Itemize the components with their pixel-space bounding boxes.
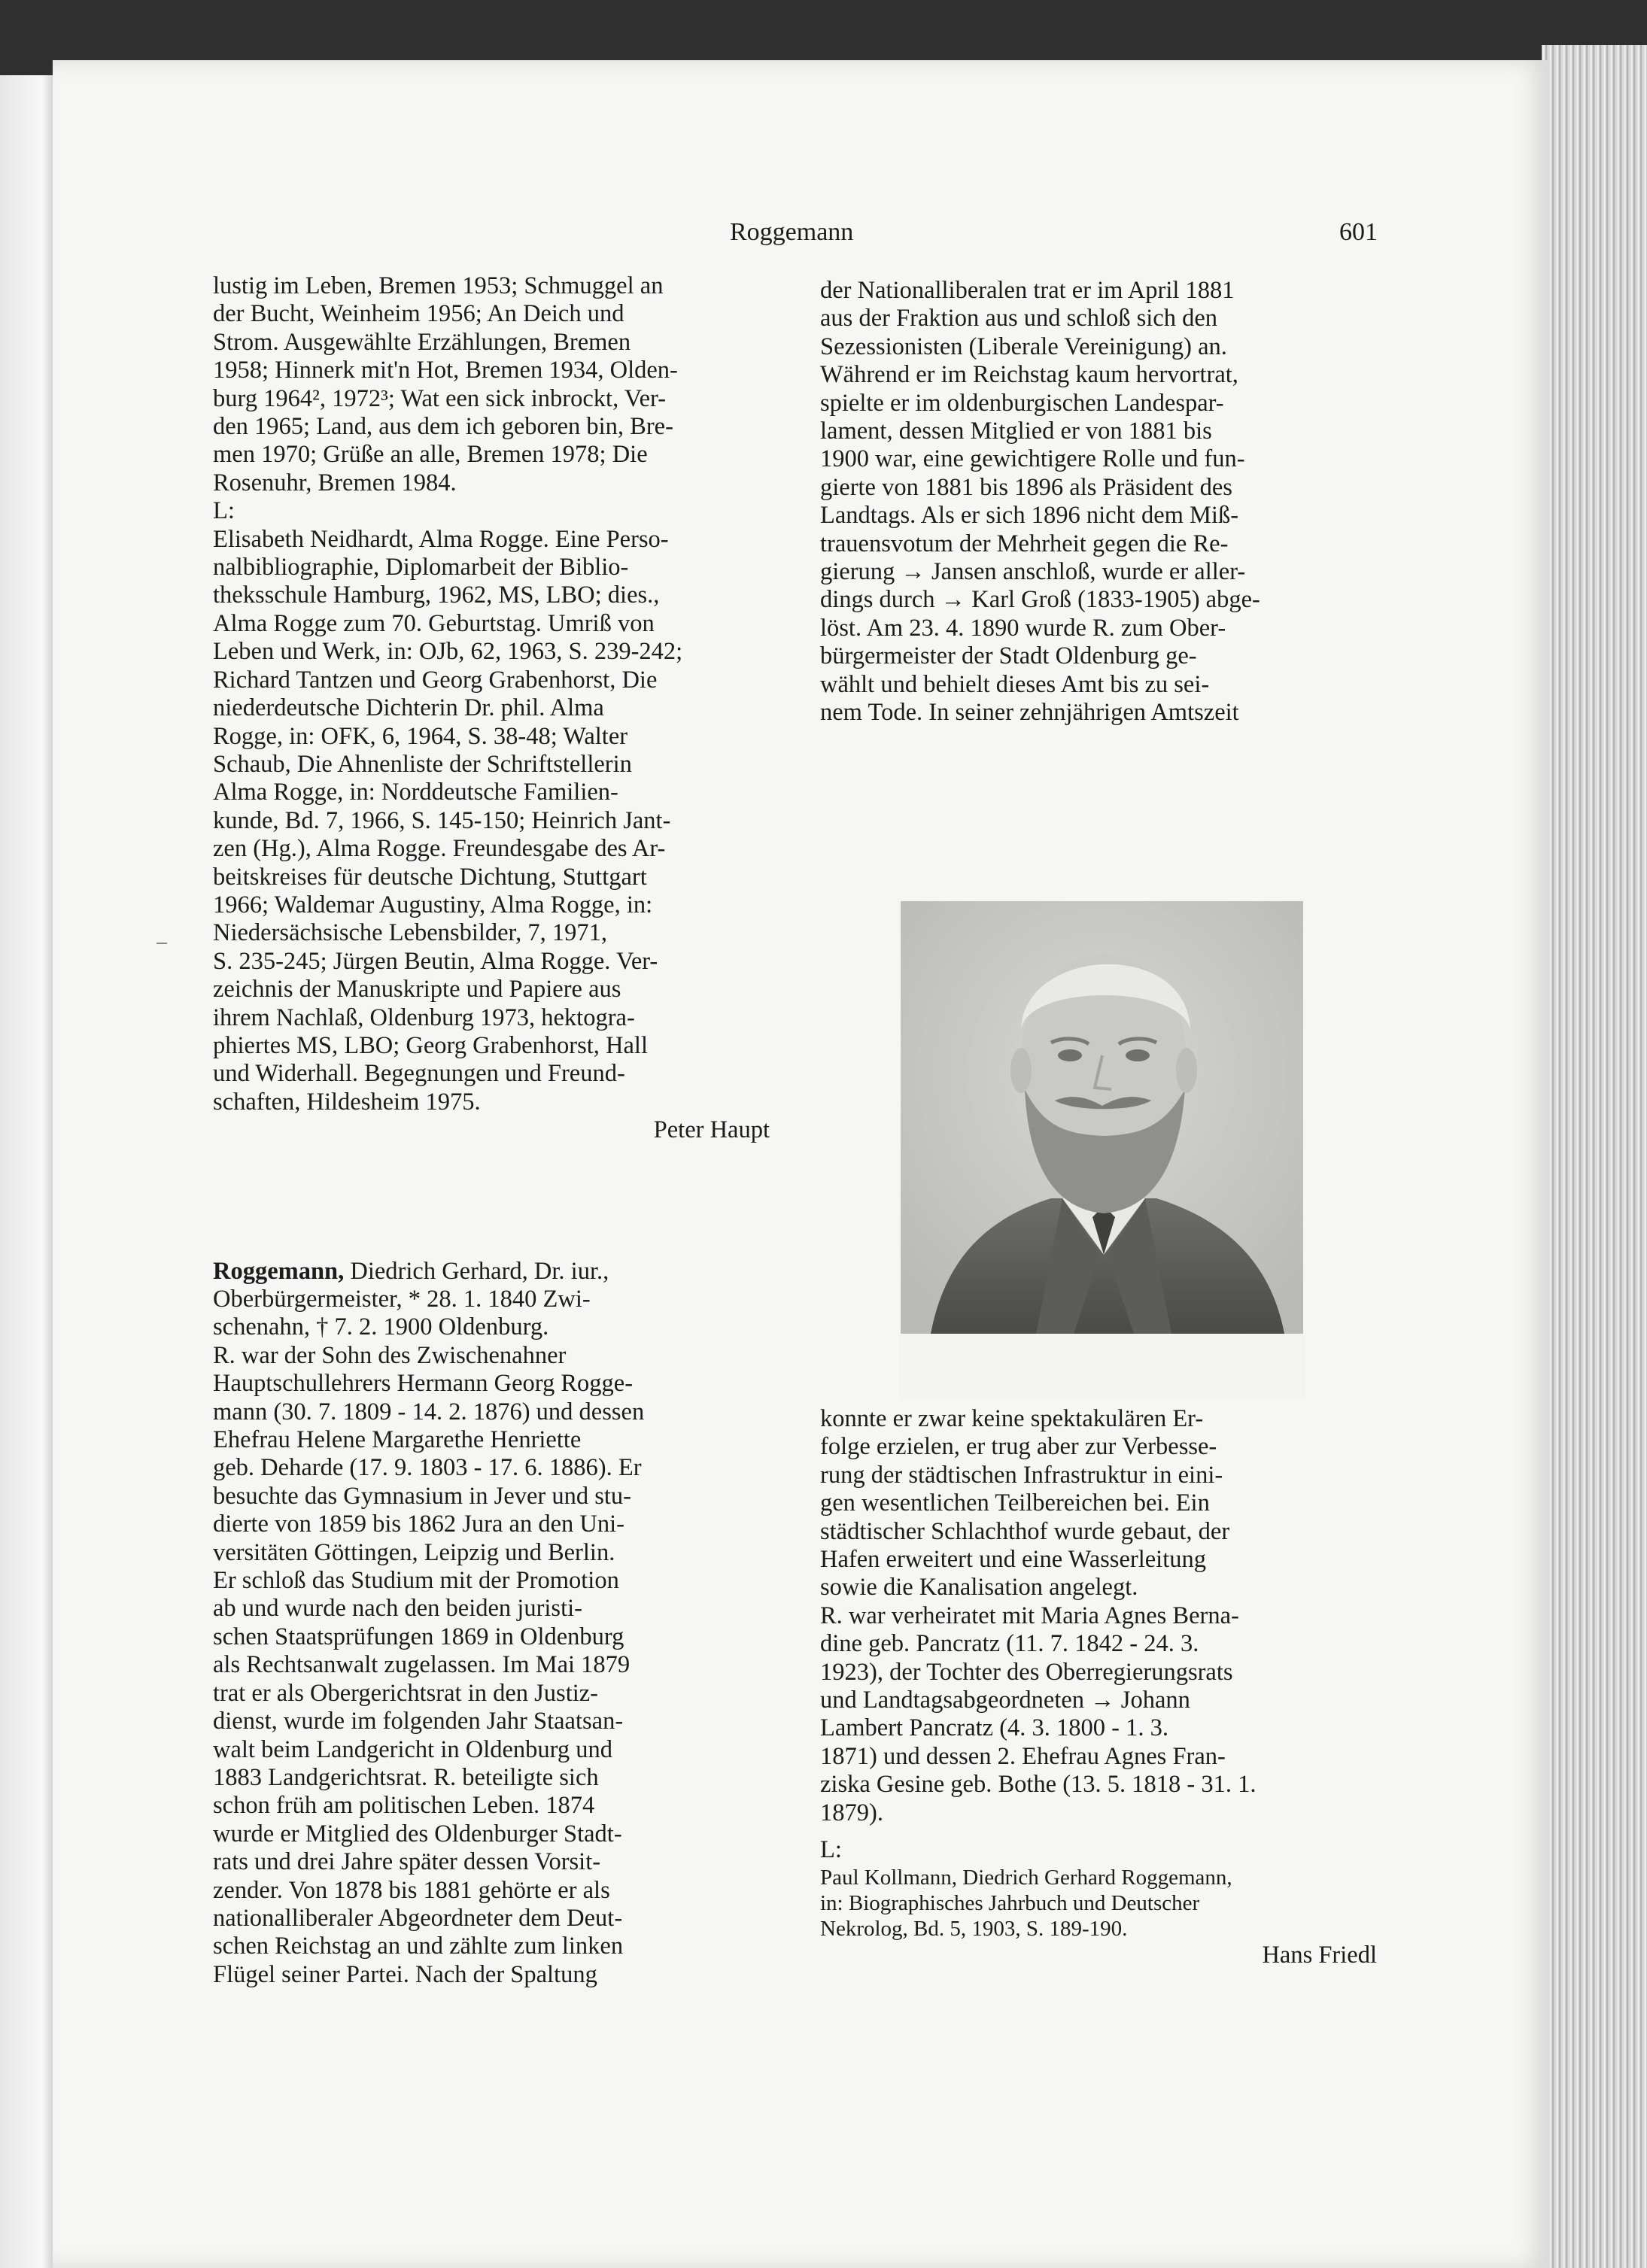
entry-name-rest: Diedrich Gerhard, Dr. iur., <box>344 1257 609 1285</box>
text-line: und Widerhall. Begegnungen und Freund- <box>213 1060 625 1088</box>
text-line: Oberbürgermeister, * 28. 1. 1840 Zwi- <box>213 1286 591 1313</box>
text-line: nalbibliographie, Diplomarbeit der Biblio- <box>213 554 629 581</box>
text-line: 1879). <box>820 1799 883 1826</box>
text-line: R. war verheiratet mit Maria Agnes Berna- <box>820 1602 1239 1629</box>
text-line: versitäten Göttingen, Leipzig und Berlin. <box>213 1538 615 1566</box>
text-line: in: Biographisches Jahrbuch und Deutscher <box>820 1890 1200 1915</box>
text-line: nem Tode. In seiner zehnjährigen Amtszeit <box>820 699 1239 727</box>
text-line: men 1970; Grüße an alle, Bremen 1978; Die <box>213 441 648 469</box>
text-line: theksschule Hamburg, 1962, MS, LBO; dies., <box>213 581 660 609</box>
text-line: Rosenuhr, Bremen 1984. <box>213 469 457 496</box>
text-line: R. war der Sohn des Zwischenahner <box>213 1341 567 1369</box>
text-line: niederdeutsche Dichterin Dr. phil. Alma <box>213 694 604 722</box>
right-column-bottom <box>820 1405 1377 1969</box>
text-line: Strom. Ausgewählte Erzählungen, Bremen <box>213 328 631 356</box>
entry-heading <box>213 1258 770 1342</box>
text-line: dine geb. Pancratz (11. 7. 1842 - 24. 3. <box>820 1630 1199 1658</box>
text-line: dierte von 1859 bis 1862 Jura an den Uni- <box>213 1510 624 1538</box>
text-line: mann (30. 7. 1809 - 14. 2. 1876) und dessen <box>213 1398 645 1425</box>
text-line: ab und wurde nach den beiden juristi- <box>213 1595 582 1623</box>
text-line: Paul Kollmann, Diedrich Gerhard Roggemann, <box>820 1865 1232 1890</box>
text-line: besuchte das Gymnasium in Jever und stu- <box>213 1482 632 1510</box>
text-line: Nekrolog, Bd. 5, 1903, S. 189-190. <box>820 1916 1128 1941</box>
text-line: 1923), der Tochter des Oberregierungsrats <box>820 1658 1233 1686</box>
text-line: Während er im Reichstag kaum hervortrat, <box>820 361 1238 389</box>
text-line: Alma Rogge, in: Norddeutsche Familien- <box>213 779 618 806</box>
text-line: Sezessionisten (Liberale Vereinigung) an. <box>820 332 1227 360</box>
portrait-illustration <box>901 901 1303 1334</box>
text-line: spielte er im oldenburgischen Landespar- <box>820 389 1224 417</box>
text-line: Rogge, in: OFK, 6, 1964, S. 38-48; Walter <box>213 722 628 750</box>
text-line: konnte er zwar keine spektakulären Er- <box>820 1405 1204 1432</box>
text-line: walt beim Landgericht in Oldenburg und <box>213 1735 613 1763</box>
text-line: Ehefrau Helene Margarethe Henriette <box>213 1426 582 1454</box>
text-line: nationalliberaler Abgeordneter dem Deut- <box>213 1904 623 1932</box>
entry-name: Roggemann, <box>213 1257 345 1285</box>
text-line: zen (Hg.), Alma Rogge. Freundesgabe des Ar- <box>213 835 666 863</box>
entry-spacer <box>213 1145 770 1258</box>
text-line: ihrem Nachlaß, Oldenburg 1973, hektogra- <box>213 1003 635 1031</box>
literature-label: L: <box>213 497 235 525</box>
text-line: rats und drei Jahre später dessen Vorsit- <box>213 1848 601 1876</box>
text-line: der Nationalliberalen trat er im April 1881 <box>820 277 1235 304</box>
literature-list <box>820 1865 1377 1942</box>
page-number: 601 <box>1339 218 1378 246</box>
margin-mark <box>156 943 167 944</box>
text-line: burg 1964², 1972³; Wat een sick inbrockt, Ver- <box>213 384 667 412</box>
text-line: als Rechtsanwalt zugelassen. Im Mai 1879 <box>213 1651 631 1679</box>
text-line: Er schloß das Studium mit der Promotion <box>213 1567 619 1595</box>
text-line: löst. Am 23. 4. 1890 wurde R. zum Ober- <box>820 614 1226 642</box>
text-line: zeichnis der Manuskripte und Papiere aus <box>213 976 621 1003</box>
text-line: Richard Tantzen und Georg Grabenhorst, Die <box>213 666 658 694</box>
text-line: städtischer Schlachthof wurde gebaut, der <box>820 1517 1230 1545</box>
text-line: bürgermeister der Stadt Oldenburg ge- <box>820 642 1197 670</box>
text-line: dienst, wurde im folgenden Jahr Staatsan- <box>213 1708 624 1735</box>
text-line: Lambert Pancratz (4. 3. 1800 - 1. 3. <box>820 1714 1168 1742</box>
text-line: schon früh am politischen Leben. 1874 <box>213 1792 595 1820</box>
text-line: dings durch → Karl Groß (1833-1905) abge- <box>820 586 1260 614</box>
literature-label: L: <box>820 1836 842 1864</box>
text-line: Flügel seiner Partei. Nach der Spaltung <box>213 1960 597 1988</box>
text-line: den 1965; Land, aus dem ich geboren bin, Bre- <box>213 413 673 441</box>
literature-list <box>213 526 770 1117</box>
text-line: 1966; Waldemar Augustiny, Alma Rogge, in: <box>213 891 653 918</box>
running-title: Roggemann <box>730 218 854 246</box>
facing-page-edge <box>0 75 60 2268</box>
text-line: gierte von 1881 bis 1896 als Präsident des <box>820 473 1232 501</box>
text-line: schenahn, † 7. 2. 1900 Oldenburg. <box>213 1313 549 1341</box>
text-line: zender. Von 1878 bis 1881 gehörte er als <box>213 1876 610 1904</box>
text-line: kunde, Bd. 7, 1966, S. 145-150; Heinrich Jant- <box>213 806 671 834</box>
text-line: Hauptschullehrers Hermann Georg Rogge- <box>213 1370 634 1398</box>
text-line: lustig im Leben, Bremen 1953; Schmuggel an <box>213 272 664 299</box>
text-line: Niedersächsische Lebensbilder, 7, 1971, <box>213 919 607 947</box>
text-line: 1883 Landgerichtsrat. R. beteiligte sich <box>213 1763 599 1791</box>
text-line: gierung → Jansen anschloß, wurde er aller- <box>820 558 1246 586</box>
text-line: gen wesentlichen Teilbereichen bei. Ein <box>820 1489 1210 1517</box>
photo-caption-space <box>899 1335 1305 1399</box>
text-line: schen Reichstag an und zählte zum linken <box>213 1933 624 1960</box>
text-line: Hafen erweitert und eine Wasserleitung <box>820 1546 1206 1574</box>
text-line: 1958; Hinnerk mit'n Hot, Bremen 1934, Olden- <box>213 357 678 384</box>
text-line: schaften, Hildesheim 1975. <box>213 1088 481 1116</box>
left-column <box>213 272 770 1989</box>
text-line: folge erzielen, er trug aber zur Verbesse- <box>820 1433 1217 1461</box>
right-column-top <box>820 277 1377 727</box>
text-line: Landtags. Als er sich 1896 nicht dem Miß- <box>820 502 1239 530</box>
text-line: trat er als Obergerichtsrat in den Justiz- <box>213 1679 599 1707</box>
text-line: schen Staatsprüfungen 1869 in Oldenburg <box>213 1623 624 1650</box>
text-line: S. 235-245; Jürgen Beutin, Alma Rogge. Ver- <box>213 947 658 975</box>
works-list <box>213 272 770 497</box>
text-line: und Landtagsabgeordneten → Johann <box>820 1687 1190 1714</box>
biography-text <box>213 1342 770 1989</box>
author-signature: Peter Haupt <box>653 1116 770 1144</box>
page-stack-edge <box>1542 45 1647 2268</box>
text-line: trauensvotum der Mehrheit gegen die Re- <box>820 530 1229 557</box>
portrait-photo <box>901 901 1303 1334</box>
text-line: Leben und Werk, in: OJb, 62, 1963, S. 239-242; <box>213 638 683 666</box>
text-line: wählt und behielt dieses Amt bis zu sei- <box>820 670 1210 698</box>
text-line <box>213 1258 770 1286</box>
text-line: Elisabeth Neidhardt, Alma Rogge. Eine Perso- <box>213 525 669 553</box>
text-line: phiertes MS, LBO; Georg Grabenhorst, Hall <box>213 1031 648 1059</box>
author-signature: Hans Friedl <box>1262 1941 1377 1969</box>
text-line: aus der Fraktion aus und schloß sich den <box>820 305 1218 332</box>
text-line: Alma Rogge zum 70. Geburtstag. Umriß von <box>213 609 655 637</box>
text-line: wurde er Mitglied des Oldenburger Stadt- <box>213 1820 622 1847</box>
text-line: 1871) und dessen 2. Ehefrau Agnes Fran- <box>820 1742 1226 1770</box>
text-line: ziska Gesine geb. Bothe (13. 5. 1818 - 31. 1. <box>820 1771 1257 1799</box>
text-line: sowie die Kanalisation angelegt. <box>820 1574 1138 1602</box>
text-line: geb. Deharde (17. 9. 1803 - 17. 6. 1886). Er <box>213 1454 642 1482</box>
text-line: 1900 war, eine gewichtigere Rolle und fun- <box>820 445 1245 473</box>
text-line: lament, dessen Mitglied er von 1881 bis <box>820 417 1212 445</box>
text-line: beitskreises für deutsche Dichtung, Stuttgart <box>213 863 647 891</box>
text-line: Schaub, Die Ahnenliste der Schriftstellerin <box>213 750 632 778</box>
text-line: der Bucht, Weinheim 1956; An Deich und <box>213 300 624 328</box>
text-line: rung der städtischen Infrastruktur in eini- <box>820 1461 1223 1489</box>
